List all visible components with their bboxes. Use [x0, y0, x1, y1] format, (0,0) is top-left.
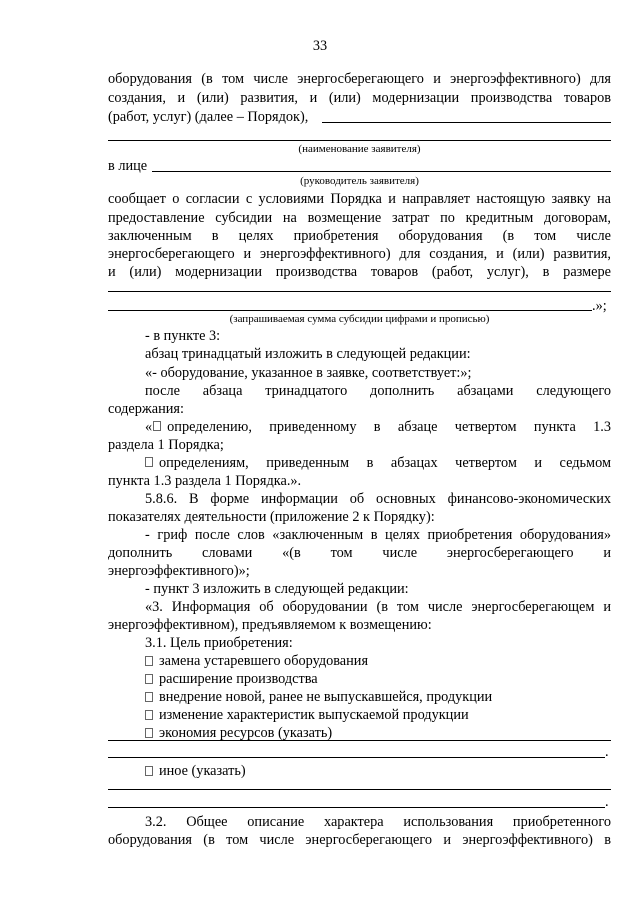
- text-line: [145, 418, 611, 436]
- text-line: оборудования (в том числе энергосберегающего и энергоэффективного) в: [108, 832, 611, 848]
- checklist-item: [145, 762, 611, 780]
- text-line: - гриф после слов «заключенным в целях приобретения оборудования»: [145, 527, 611, 543]
- text-line: заключенным в целях приобретения оборудования (в том числе: [108, 228, 611, 244]
- text-line: после абзаца тринадцатого дополнить абзацами следующего: [145, 383, 611, 399]
- text-line: и (или) модернизации производства товаров (работ, услуг), в размере: [108, 264, 611, 280]
- checkbox-icon[interactable]: [145, 710, 153, 720]
- fill-line: [108, 140, 611, 141]
- checklist-item: [145, 670, 611, 688]
- fill-line: [108, 291, 611, 292]
- checkbox-icon[interactable]: [145, 692, 153, 702]
- option-text: определению, приведенному в абзаце четвертом пункта 1.3: [167, 419, 611, 435]
- line-end: .»;: [592, 298, 607, 314]
- text-line: пункта 1.3 раздела 1 Порядка.».: [108, 473, 302, 489]
- text-line: энергосберегающего и энергоэффективного) для создания, и (или) развития,: [108, 246, 611, 262]
- option-text: определениям, приведенным в абзацах четвертом и седьмом: [159, 455, 611, 471]
- text-line: «3. Информация об оборудовании (в том числе энергосберегающем и: [145, 599, 611, 615]
- checkbox-icon: [145, 457, 153, 467]
- option-text: экономия ресурсов (указать): [159, 725, 333, 741]
- fill-line: [108, 789, 611, 790]
- text-line: [145, 454, 611, 472]
- text-line: 3.2. Общее описание характера использования приобретенного: [145, 814, 611, 830]
- fill-line: [108, 807, 605, 808]
- text-line: «- оборудование, указанное в заявке, соответствует:»;: [145, 365, 472, 381]
- fill-line: [108, 757, 605, 758]
- text-line: сообщает о согласии с условиями Порядка и направляет настоящую заявку на: [108, 191, 611, 207]
- field-caption: (запрашиваемая сумма субсидии цифрами и прописью): [229, 313, 490, 325]
- fill-line: [108, 740, 611, 741]
- checkbox-icon: [153, 421, 161, 431]
- option-text: внедрение новой, ранее не выпускавшейся, продукции: [159, 689, 493, 705]
- fill-line: [152, 171, 611, 172]
- text-line: оборудования (в том числе энергосберегающего и энергоэффективного) для: [108, 71, 611, 87]
- text-line: энергоэффективном), предъявляемом к возмещению:: [108, 617, 432, 633]
- field-caption: (наименование заявителя): [298, 143, 421, 155]
- checkbox-icon[interactable]: [145, 656, 153, 666]
- text-line: 3.1. Цель приобретения:: [145, 635, 293, 651]
- checkbox-icon[interactable]: [145, 728, 153, 738]
- checkbox-icon[interactable]: [145, 674, 153, 684]
- text-line: (работ, услуг) (далее – Порядок),: [108, 109, 309, 125]
- option-text: изменение характеристик выпускаемой продукции: [159, 707, 469, 723]
- option-text: иное (указать): [159, 763, 246, 779]
- text-line: абзац тринадцатый изложить в следующей редакции:: [145, 346, 471, 362]
- text-line: дополнить словами «(в том числе энергосберегающего и: [108, 545, 611, 561]
- line-end: .: [605, 744, 609, 760]
- quote-mark: «: [145, 419, 153, 435]
- text-line: в лице: [108, 158, 148, 174]
- text-line: создания, и (или) развития, и (или) модернизации производства товаров: [108, 90, 611, 106]
- option-text: расширение производства: [159, 671, 318, 687]
- checklist-item: [145, 652, 611, 670]
- fill-line: [108, 310, 592, 311]
- text-line: показателях деятельности (приложение 2 к Порядку):: [108, 509, 435, 525]
- checklist-item: [145, 706, 611, 724]
- checklist-item: [145, 688, 611, 706]
- text-line: энергоэффективного)»;: [108, 563, 250, 579]
- text-line: содержания:: [108, 401, 184, 417]
- text-line: раздела 1 Порядка;: [108, 437, 224, 453]
- line-end: .: [605, 794, 609, 810]
- checkbox-icon[interactable]: [145, 766, 153, 776]
- text-line: 5.8.6. В форме информации об основных финансово-экономических: [145, 491, 611, 507]
- text-line: - пункт 3 изложить в следующей редакции:: [145, 581, 409, 597]
- option-text: замена устаревшего оборудования: [159, 653, 369, 669]
- field-caption: (руководитель заявителя): [300, 175, 419, 187]
- text-line: предоставление субсидии на возмещение затрат по кредитным договорам,: [108, 210, 611, 226]
- fill-line: [322, 122, 611, 123]
- page-number: 33: [312, 38, 328, 54]
- text-line: - в пункте 3:: [145, 328, 221, 344]
